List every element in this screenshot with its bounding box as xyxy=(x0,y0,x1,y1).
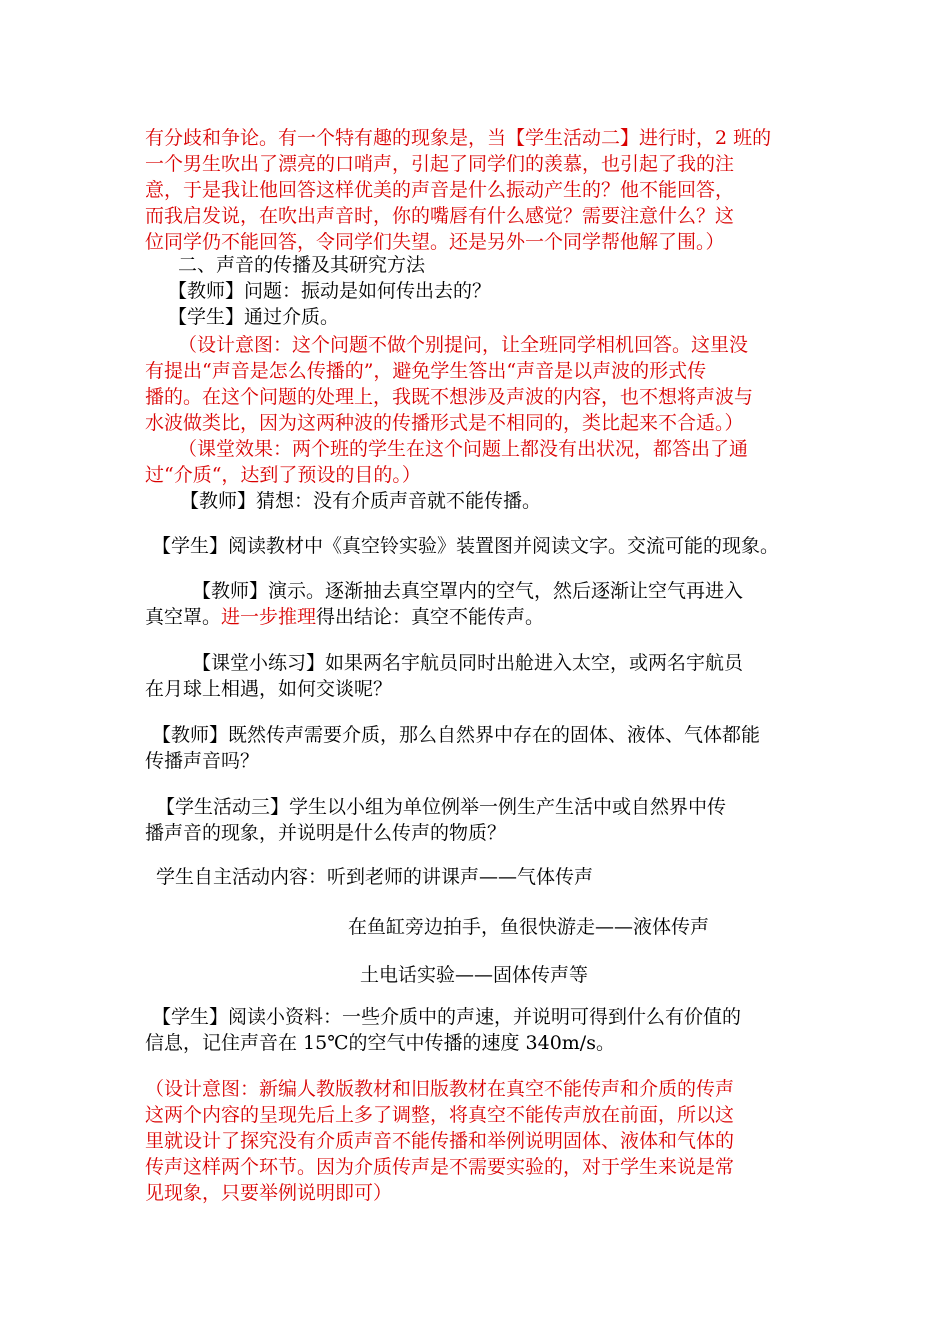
exercise-line-2: 在月球上相遇，如何交谈呢？ xyxy=(145,678,393,700)
teacher-question-2-line-2: 传播声音吗？ xyxy=(145,750,260,772)
design-intent-2-line-1: （设计意图：新编人教版教材和旧版教材在真空不能传声和介质的传声 xyxy=(145,1078,735,1100)
demo-text-a: 真空罩。 xyxy=(145,606,222,628)
section-heading: 二、声音的传播及其研究方法 xyxy=(178,254,426,276)
activity-content-gas: 学生自主活动内容：听到老师的讲课声——气体传声 xyxy=(156,866,594,888)
teacher-hypothesis: 【教师】猜想：没有介质声音就不能传播。 xyxy=(180,490,542,512)
design-intent-line-3: 播的。在这个问题的处理上，我既不想涉及声波的内容，也不想将声波与 xyxy=(145,386,754,408)
reflection-line-3: 意，于是我让他回答这样优美的声音是什么振动产生的？他不能回答， xyxy=(145,179,735,201)
teacher-demo-line-2 xyxy=(145,604,809,630)
reflection-line-4: 而我启发说，在吹出声音时，你的嘴唇有什么感觉？需要注意什么？这 xyxy=(145,205,735,227)
teacher-question: 【教师】问题：振动是如何传出去的？ xyxy=(168,280,492,302)
activity-content-liquid: 在鱼缸旁边拍手，鱼很快游走——液体传声 xyxy=(348,916,710,938)
reflection-line-2: 一个男生吹出了漂亮的口哨声，引起了同学们的羡慕，也引起了我的注 xyxy=(145,153,735,175)
demo-text-c: 得出结论：真空不能传声。 xyxy=(316,606,545,628)
reflection-line-5: 位同学仍不能回答，令同学们失望。还是另外一个同学帮他解了围。） xyxy=(145,231,725,253)
design-intent-2-line-4: 传声这样两个环节。因为介质传声是不需要实验的，对于学生来说是常 xyxy=(145,1156,735,1178)
activity-content-solid: 土电话实验——固体传声等 xyxy=(360,964,589,986)
student-reading-2-line-1: 【学生】阅读小资料：一些介质中的声速，并说明可得到什么有价值的 xyxy=(152,1006,742,1028)
design-intent-line-4: 水波做类比，因为这两种波的传播形式是不相同的，类比起来不合适。） xyxy=(145,412,744,434)
class-effect-line-1: （课堂效果：两个班的学生在这个问题上都没有出状况，都答出了通 xyxy=(178,438,749,460)
design-intent-2-line-5: 见现象，只要举例说明即可） xyxy=(145,1182,393,1204)
design-intent-line-1: （设计意图：这个问题不做个别提问，让全班同学相机回答。这里没 xyxy=(178,334,749,356)
class-effect-line-2: 过“介质“，达到了预设的目的。） xyxy=(145,464,421,486)
student-answer: 【学生】通过介质。 xyxy=(168,306,340,328)
teacher-question-2-line-1: 【教师】既然传声需要介质，那么自然界中存在的固体、液体、气体都能 xyxy=(152,724,761,746)
design-intent-2-line-2: 这两个内容的呈现先后上多了调整，将真空不能传声放在前面，所以这 xyxy=(145,1104,735,1126)
teacher-demo-line-1: 【教师】演示。逐渐抽去真空罩内的空气，然后逐渐让空气再进入 xyxy=(192,580,744,602)
further-reasoning-highlight: 进一步推理 xyxy=(221,606,317,628)
activity-three-line-1: 【学生活动三】学生以小组为单位例举一例生产生活中或自然界中传 xyxy=(156,796,727,818)
design-intent-2-line-3: 里就设计了探究没有介质声音不能传播和举例说明固体、液体和气体的 xyxy=(145,1130,735,1152)
activity-three-line-2: 播声音的现象，并说明是什么传声的物质？ xyxy=(145,822,507,844)
design-intent-line-2: 有提出“声音是怎么传播的”，避免学生答出“声音是以声波的形式传 xyxy=(145,360,707,382)
exercise-line-1: 【课堂小练习】如果两名宇航员同时出舱进入太空，或两名宇航员 xyxy=(192,652,744,674)
reflection-line-1: 有分歧和争论。有一个特有趣的现象是，当【学生活动二】进行时，2 班的 xyxy=(145,127,772,149)
student-reading: 【学生】阅读教材中《真空铃实验》装置图并阅读文字。交流可能的现象。 xyxy=(152,535,780,557)
student-reading-2-line-2: 信息，记住声音在 15℃的空气中传播的速度 340m/s。 xyxy=(145,1032,615,1054)
